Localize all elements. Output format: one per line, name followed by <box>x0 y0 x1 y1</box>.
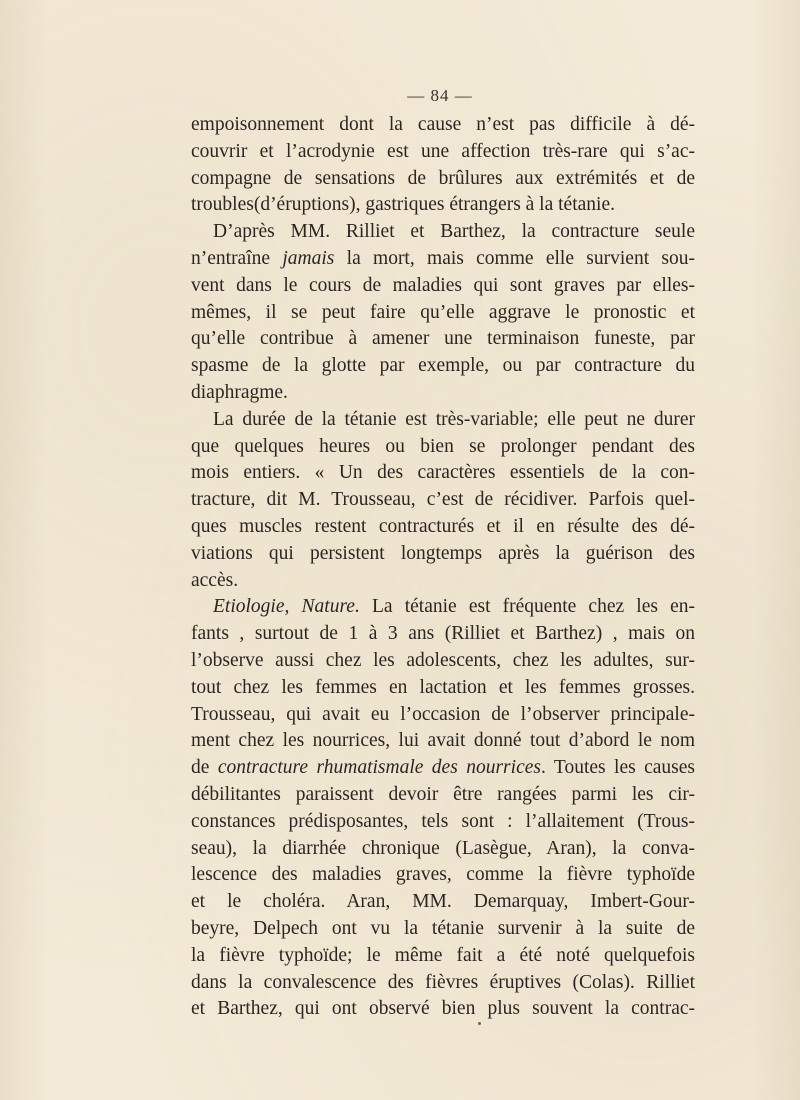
text-line <box>191 460 695 487</box>
text-line <box>191 139 695 166</box>
text-line <box>191 594 695 621</box>
text-line <box>191 487 695 514</box>
text-run: dans la convalescence des fièvres éruptives (Colas). Rilliet <box>191 971 695 993</box>
text-run: de <box>191 757 218 779</box>
text-run: . Toutes les causes <box>540 757 696 779</box>
text-run: empoisonnement dont la cause n’est pas difficile à dé- <box>191 114 695 135</box>
text-run: tout chez les femmes en lactation et les femmes grosses. <box>191 676 695 698</box>
text-line <box>191 836 695 863</box>
page-number: — 84 — <box>407 86 473 105</box>
text-run: débilitantes paraissent devoir être rangées parmi les cir- <box>191 783 695 805</box>
text-run: viations qui persistent longtemps après la guérison des <box>191 542 695 564</box>
text-line <box>191 434 695 461</box>
body-text <box>191 112 695 1023</box>
text-run: Trousseau, qui avait eu l’occasion de l’observer principale- <box>191 703 695 725</box>
text-run: et le choléra. Aran, MM. Demarquay, Imbert-Gour- <box>191 891 695 913</box>
text-run: la fièvre typhoïde; le même fait a été noté quelquefois <box>191 944 695 966</box>
text-run: constances prédisposantes, tels sont : l’allaitement (Trous- <box>191 810 695 832</box>
text-run: seau), la diarrhée chronique (Lasègue, Aran), la conva- <box>191 837 695 859</box>
text-line <box>191 514 695 541</box>
text-run: mois entiers. « Un des caractères essentiels de la con- <box>191 462 695 484</box>
text-line <box>191 166 695 193</box>
text-run: troubles(d’éruptions), gastriques étrangers à la tétanie. <box>191 194 615 216</box>
text-line <box>191 648 695 675</box>
text-run: fants , surtout de 1 à 3 ans (Rilliet et Barthez) , mais on <box>191 623 695 645</box>
text-run: lescence des maladies graves, comme la fièvre typhoïde <box>191 864 695 886</box>
text-run: compagne de sensations de brûlures aux extrémités et de <box>191 167 695 189</box>
text-line <box>191 728 695 755</box>
text-run: tracture, dit M. Trousseau, c’est de récidiver. Parfois quel- <box>191 489 695 511</box>
text-line <box>191 407 695 434</box>
text-line <box>191 300 695 327</box>
text-line <box>191 943 695 970</box>
text-line <box>191 273 695 300</box>
paper-speck <box>478 1022 481 1025</box>
text-line <box>191 353 695 380</box>
text-run: beyre, Delpech ont vu la tétanie survenir à la suite de <box>191 917 695 939</box>
italic-text: Etiologie, Nature. <box>213 596 360 618</box>
text-run: ques muscles restent contracturés et il en résulte des dé- <box>191 515 695 537</box>
text-run: couvrir et l’acrodynie est une affection très-rare qui s’ac- <box>191 140 695 162</box>
italic-text: jamais <box>282 247 335 269</box>
text-line <box>191 192 695 219</box>
text-run: l’observe aussi chez les adolescents, chez les adultes, sur- <box>191 649 695 671</box>
text-line <box>191 996 695 1023</box>
text-line <box>191 541 695 568</box>
text-run: La tétanie est fréquente chez les en- <box>359 596 696 618</box>
text-line <box>191 970 695 997</box>
text-line <box>191 755 695 782</box>
italic-text: contracture rhumatismale des nourrices <box>217 757 541 779</box>
text-run: mêmes, il se peut faire qu’elle aggrave le pronostic et <box>191 301 695 323</box>
text-line <box>191 112 695 139</box>
text-line <box>191 809 695 836</box>
text-line <box>191 568 695 595</box>
text-line <box>191 702 695 729</box>
text-run: n’entraîne <box>191 247 283 269</box>
text-run: accès. <box>191 569 239 591</box>
text-line <box>191 246 695 273</box>
text-line <box>191 862 695 889</box>
text-run: diaphragme. <box>191 381 288 403</box>
text-line <box>191 380 695 407</box>
text-line <box>191 782 695 809</box>
text-line <box>191 675 695 702</box>
text-line <box>191 326 695 353</box>
text-run: La durée de la tétanie est très-variable; elle peut ne durer <box>213 408 695 430</box>
text-run: et Barthez, qui ont observé bien plus souvent la contrac- <box>191 998 695 1020</box>
text-line <box>191 219 695 246</box>
text-run: qu’elle contribue à amener une terminaison funeste, par <box>191 328 695 350</box>
text-run: que quelques heures ou bien se prolonger pendant des <box>191 435 695 457</box>
text-run: D’après MM. Rilliet et Barthez, la contracture seule <box>213 221 695 243</box>
text-line <box>191 621 695 648</box>
text-line <box>191 889 695 916</box>
text-run: ment chez les nourrices, lui avait donné tout d’abord le nom <box>191 730 695 752</box>
text-run: la mort, mais comme elle survient sou- <box>334 247 695 269</box>
text-run: spasme de la glotte par exemple, ou par contracture du <box>191 355 695 377</box>
text-line <box>191 916 695 943</box>
text-run: vent dans le cours de maladies qui sont graves par elles- <box>191 274 695 296</box>
